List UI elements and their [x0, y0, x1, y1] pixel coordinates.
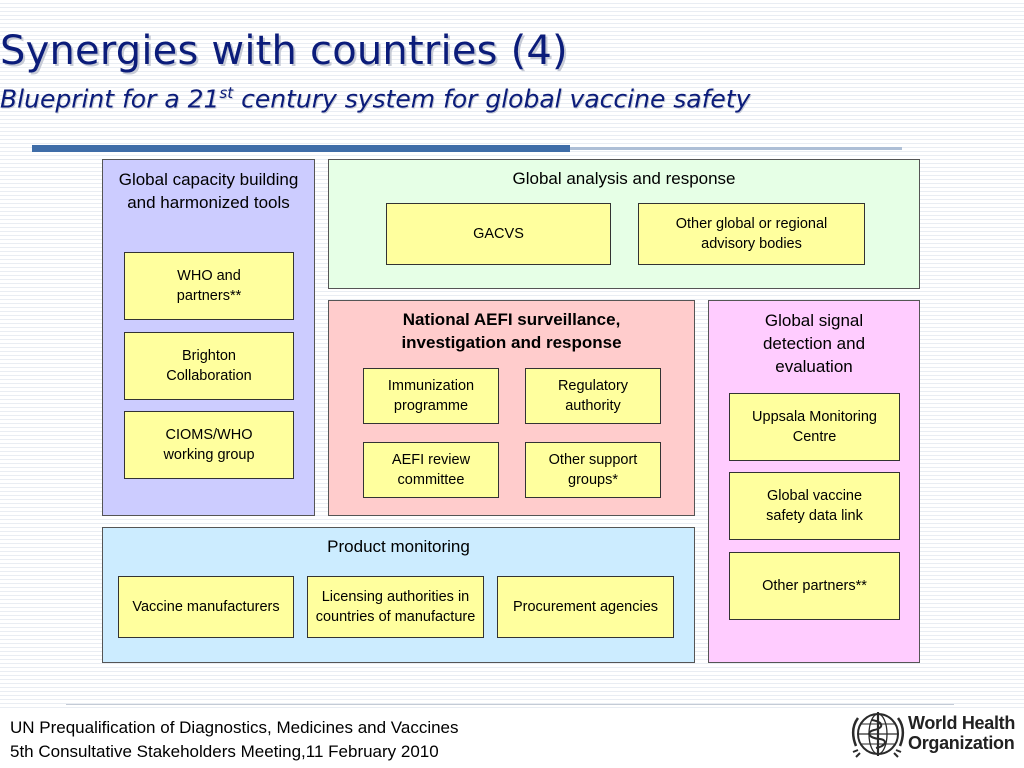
box-uppsala-monitoring-centre: Uppsala Monitoring Centre [729, 393, 900, 461]
box-aefi-review-committee: AEFI review committee [363, 442, 499, 498]
who-logo [848, 704, 1018, 764]
panel-national-aefi-title: National AEFI surveillance, investigation and response [401, 310, 622, 352]
panel-product-monitoring-title: Product monitoring [327, 537, 470, 556]
box-gacvs: GACVS [386, 203, 611, 265]
box-brighton-collaboration: Brighton Collaboration [124, 332, 294, 400]
who-logo-line-2: Organization [908, 733, 1015, 753]
subtitle-text-rest: century system for global vaccine safety [233, 84, 751, 114]
panel-global-capacity-title: Global capacity building and harmonized tools [118, 170, 299, 212]
panel-global-signal-title: Global signal detection and evaluation [762, 311, 866, 376]
title-divider [32, 145, 570, 152]
footer-line-2: 5th Consultative Stakeholders Meeting,11 February 2010 [10, 742, 439, 761]
panel-global-capacity [102, 159, 315, 516]
panel-global-analysis-title: Global analysis and response [512, 169, 736, 188]
slide-title: Synergies with countries (4) [0, 28, 568, 74]
box-immunization-programme: Immunization programme [363, 368, 499, 424]
box-other-support-groups: Other support groups* [525, 442, 661, 498]
box-who-partners: WHO and partners** [124, 252, 294, 320]
box-other-partners: Other partners** [729, 552, 900, 620]
who-emblem-icon [850, 706, 906, 762]
box-licensing-authorities: Licensing authorities in countries of manufacture [307, 576, 484, 638]
panel-global-signal [708, 300, 920, 663]
box-cioms-who: CIOMS/WHO working group [124, 411, 294, 479]
box-vaccine-manufacturers: Vaccine manufacturers [118, 576, 294, 638]
title-divider-light [570, 147, 902, 150]
slide-subtitle [0, 84, 750, 113]
box-global-vaccine-safety-datalink: Global vaccine safety data link [729, 472, 900, 540]
box-regulatory-authority: Regulatory authority [525, 368, 661, 424]
box-procurement-agencies: Procurement agencies [497, 576, 674, 638]
who-logo-line-1: World Health [908, 713, 1016, 733]
subtitle-text: Blueprint for a 21 [0, 84, 220, 114]
box-other-advisory-bodies: Other global or regional advisory bodies [638, 203, 865, 265]
panel-product-monitoring [102, 527, 695, 663]
footer-divider [66, 704, 954, 705]
subtitle-superscript: st [219, 84, 234, 102]
footer-line-1: UN Prequalification of Diagnostics, Medicines and Vaccines [10, 718, 459, 737]
panel-global-analysis [328, 159, 920, 289]
panel-national-aefi [328, 300, 695, 516]
